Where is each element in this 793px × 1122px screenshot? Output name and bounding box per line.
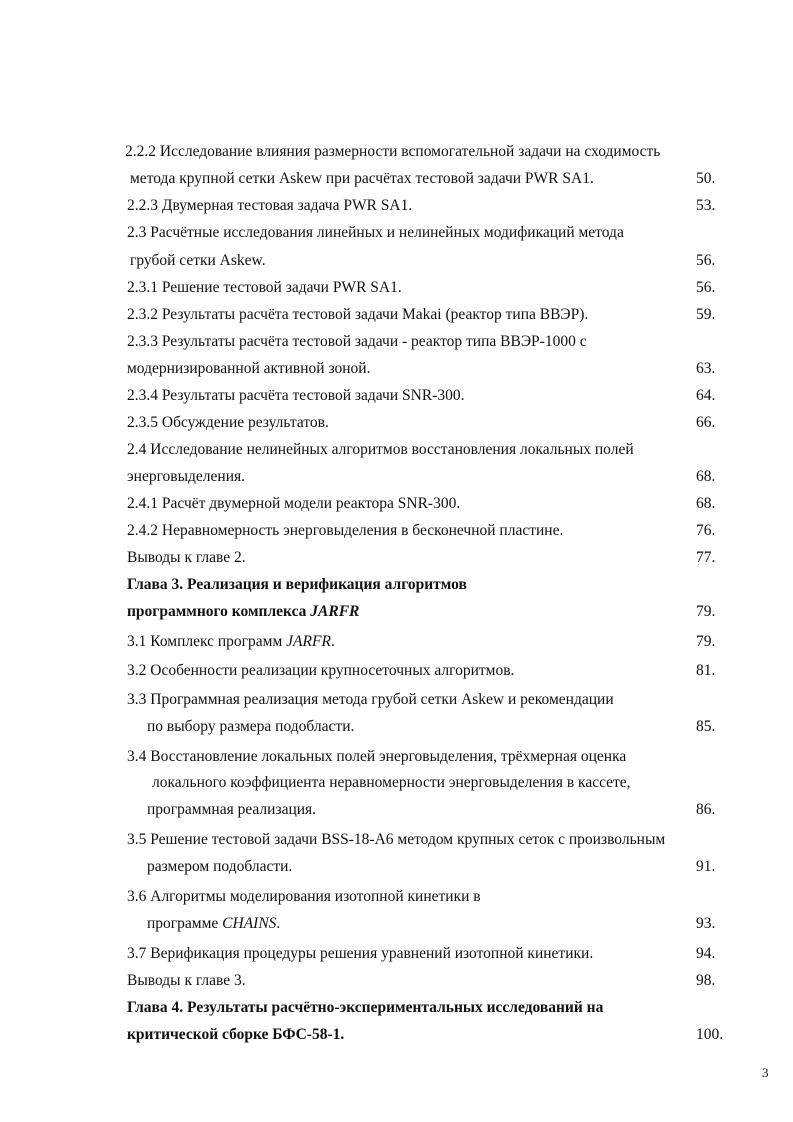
toc-line: энерговыделения. [127, 468, 246, 485]
toc-text: 3.1 Комплекс программ [127, 633, 287, 650]
toc-text: . [330, 633, 335, 650]
toc-text: . [276, 915, 281, 932]
toc-page-number: 85. [696, 718, 716, 735]
toc-line: 3.4 Восстановление локальных полей энерговыделения, трёхмерная оценка [127, 748, 627, 765]
program-name: JARFR [310, 603, 360, 620]
toc-line: модернизированной активной зоной. [127, 360, 371, 377]
toc-text: программного комплекса [127, 603, 311, 620]
toc-page-number: 94. [696, 945, 716, 962]
toc-line: 3.3 Программная реализация метода грубой сетки Askew и рекомендации [127, 691, 614, 708]
chapter-heading: Глава 4. Результаты расчётно-экспериментальных исследований на [127, 999, 604, 1016]
toc-page-number: 68. [696, 468, 716, 485]
toc-page-number: 63. [696, 360, 716, 377]
toc-page-number: 81. [696, 662, 716, 679]
chapter-heading: Глава 3. Реализация и верификация алгоритмов [127, 576, 467, 593]
toc-page-number: 53. [696, 197, 716, 214]
toc-line [147, 914, 280, 934]
program-name: JARFR [286, 633, 331, 650]
toc-page-number: 93. [696, 915, 716, 932]
toc-page-number: 79. [696, 633, 716, 650]
toc-page-number: 91. [696, 858, 716, 875]
chapter-heading: критической сборке БФС-58-1. [127, 1026, 345, 1043]
toc-line: 2.4.1 Расчёт двумерной модели реактора SNR-300. [127, 495, 461, 512]
toc-line: 2.3.5 Обсуждение результатов. [127, 414, 329, 431]
page-number: 3 [762, 1065, 769, 1080]
toc-line: метода крупной сетки Askew при расчётах тестовой задачи PWR SA1. [130, 170, 594, 187]
toc-line: программная реализация. [147, 801, 317, 818]
toc-line: по выбору размера подобласти. [147, 718, 355, 735]
toc-text: программе [147, 915, 223, 932]
toc-line: Выводы к главе 2. [127, 549, 246, 566]
toc-page-number: 66. [696, 414, 716, 431]
toc-page-number: 59. [696, 306, 716, 323]
toc-line [127, 632, 335, 652]
toc-line: грубой сетки Askew. [130, 252, 266, 269]
toc-line: 2.3 Расчётные исследования линейных и нелинейных модификаций метода [127, 224, 624, 241]
toc-page-number: 77. [696, 549, 716, 566]
toc-page-number: 56. [696, 279, 716, 296]
toc-page-number: 98. [696, 972, 716, 989]
toc-line: 2.3.4 Результаты расчёта тестовой задачи SNR-300. [127, 387, 465, 404]
toc-line: 3.5 Решение тестовой задачи BSS-18-A6 методом крупных сеток с произвольным [127, 831, 666, 848]
toc-line: 3.6 Алгоритмы моделирования изотопной кинетики в [127, 888, 481, 905]
toc-line: 2.4.2 Неравномерность энерговыделения в бесконечной пластине. [127, 522, 564, 539]
toc-line: 2.4 Исследование нелинейных алгоритмов восстановления локальных полей [127, 441, 634, 458]
toc-line: локального коэффициента неравномерности энерговыделения в кассете, [152, 774, 631, 791]
toc-line: размером подобласти. [147, 858, 293, 875]
toc-line: 2.2.3 Двумерная тестовая задача PWR SA1. [127, 197, 413, 214]
toc-page-number: 100. [696, 1026, 724, 1043]
program-name: CHAINS [222, 915, 277, 932]
toc-page-number: 50. [696, 170, 716, 187]
toc-line: 2.2.2 Исследование влияния размерности вспомогательной задачи на сходимость [125, 143, 661, 160]
toc-line: 2.3.2 Результаты расчёта тестовой задачи Makai (реактор типа ВВЭР). [127, 306, 589, 323]
toc-page-number: 64. [696, 387, 716, 404]
toc-page-number: 86. [696, 801, 716, 818]
chapter-heading [127, 602, 359, 622]
toc-line: 3.2 Особенности реализации крупносеточных алгоритмов. [127, 662, 515, 679]
toc-line: 2.3.1 Решение тестовой задачи PWR SA1. [127, 279, 402, 296]
toc-page-number: 76. [696, 522, 716, 539]
toc-line: 2.3.3 Результаты расчёта тестовой задачи - реактор типа ВВЭР-1000 с [127, 333, 587, 350]
toc-line: Выводы к главе 3. [127, 972, 246, 989]
toc-page-number: 56. [696, 252, 716, 269]
toc-page-number: 68. [696, 495, 716, 512]
toc-page-number: 79. [696, 603, 716, 620]
toc-line: 3.7 Верификация процедуры решения уравнений изотопной кинетики. [127, 945, 594, 962]
